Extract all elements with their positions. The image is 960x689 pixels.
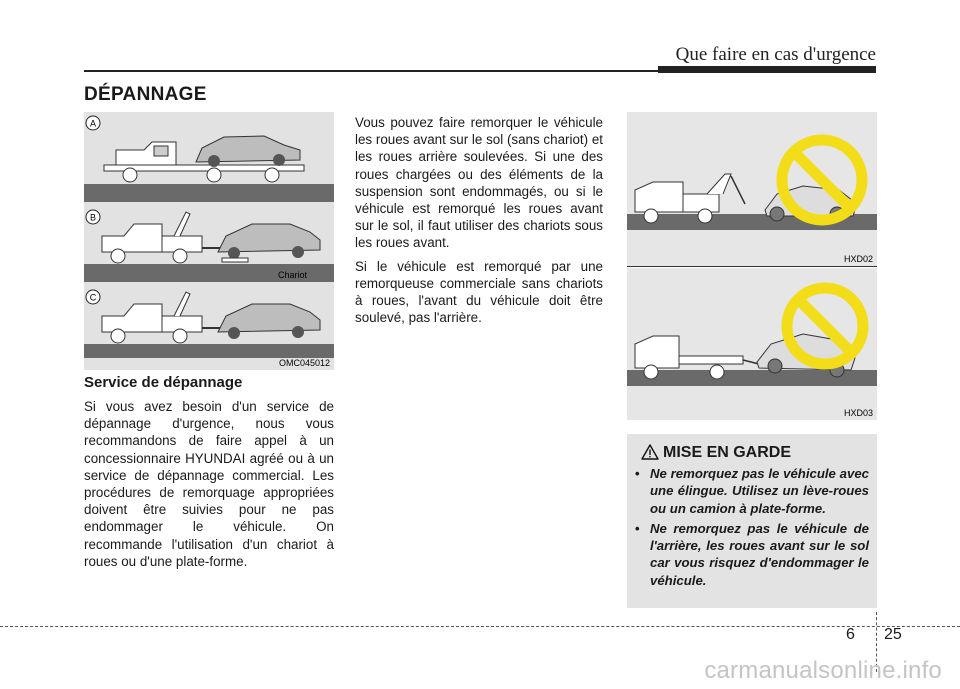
sling-tow-prohibited-image (627, 112, 877, 266)
watermark: carmanualsonline.info (704, 657, 942, 684)
scene-b-label: B (89, 212, 97, 223)
service-paragraph: Si vous avez besoin d'un service de dépannage d'urgence, nous vous recommandons de faire appel à un concessionnaire HYUNDAI agréé ou à un service de dépannage commercial. Les procédures de remorquage appropriées doivent être suivies pour ne pas endommager le véhicule. On recommande l'utilisation d'un chariot à roues ou d'une plate-forme. (84, 399, 334, 569)
warning-title: MISE EN GARDE (663, 444, 792, 461)
figure-code: OMC045012 (278, 358, 330, 368)
middle-paragraph-1: Vous pouvez faire remorquer le véhicule les roues avant sur le sol (sans chariot) et les roues arrière soulevées. Si une des roues chargées ou des éléments de la suspension sont endommagés, ou si le véhicule est remorqué les roues avant sur le sol, il faut utiliser des chariots sous les roues avant. (355, 115, 603, 251)
warning-item: • Ne remorquez pas le véhicule de l'arrière, les roues avant sur le sol car vous risquez d'endommager le véhicule. (631, 520, 869, 589)
tow-truck-b (102, 224, 162, 252)
service-heading: Service de dépannage (84, 374, 243, 391)
sling-tow-drawing (627, 112, 877, 266)
warning-box (627, 434, 877, 608)
chapter-title: Que faire en cas d'urgence (675, 44, 876, 65)
rear-lift-prohibited-image (627, 268, 877, 420)
page-number: 25 (884, 626, 902, 643)
service-text-block (84, 398, 334, 570)
tow-truck-2 (635, 336, 679, 368)
dolly (222, 258, 248, 262)
middle-text-block (355, 114, 603, 326)
footer-rule (0, 626, 960, 627)
image-separator (627, 266, 877, 267)
ground-a (84, 184, 334, 202)
section-title: DÉPANNAGE (84, 84, 207, 105)
middle-paragraph-2: Si le véhicule est remorqué par une remorqueuse commerciale sans chariots à roues, l'avant du véhicule doit être soulevé, pas l'arrière. (355, 258, 603, 326)
image1-code: HXD02 (843, 254, 873, 264)
header-rule (84, 70, 658, 72)
scene-c-label: C (89, 292, 97, 303)
rear-lift-drawing (627, 268, 877, 420)
tow-truck-c (102, 304, 162, 332)
ground-c (84, 344, 334, 358)
chapter-number: 6 (846, 626, 855, 643)
warning-item: • Ne remorquez pas le véhicule avec une élingue. Utilisez un lève-roues ou un camion à plate-forme. (631, 465, 869, 517)
dolly-label: Chariot (278, 270, 308, 280)
towing-methods-illustration (84, 112, 334, 370)
header-rule-accent (658, 66, 876, 73)
warning-icon (641, 444, 659, 460)
towing-methods-drawing (84, 112, 334, 370)
scene-a-label: A (89, 118, 97, 129)
warning-list (631, 465, 869, 592)
image2-code: HXD03 (843, 408, 873, 418)
tow-truck-1 (635, 182, 683, 212)
